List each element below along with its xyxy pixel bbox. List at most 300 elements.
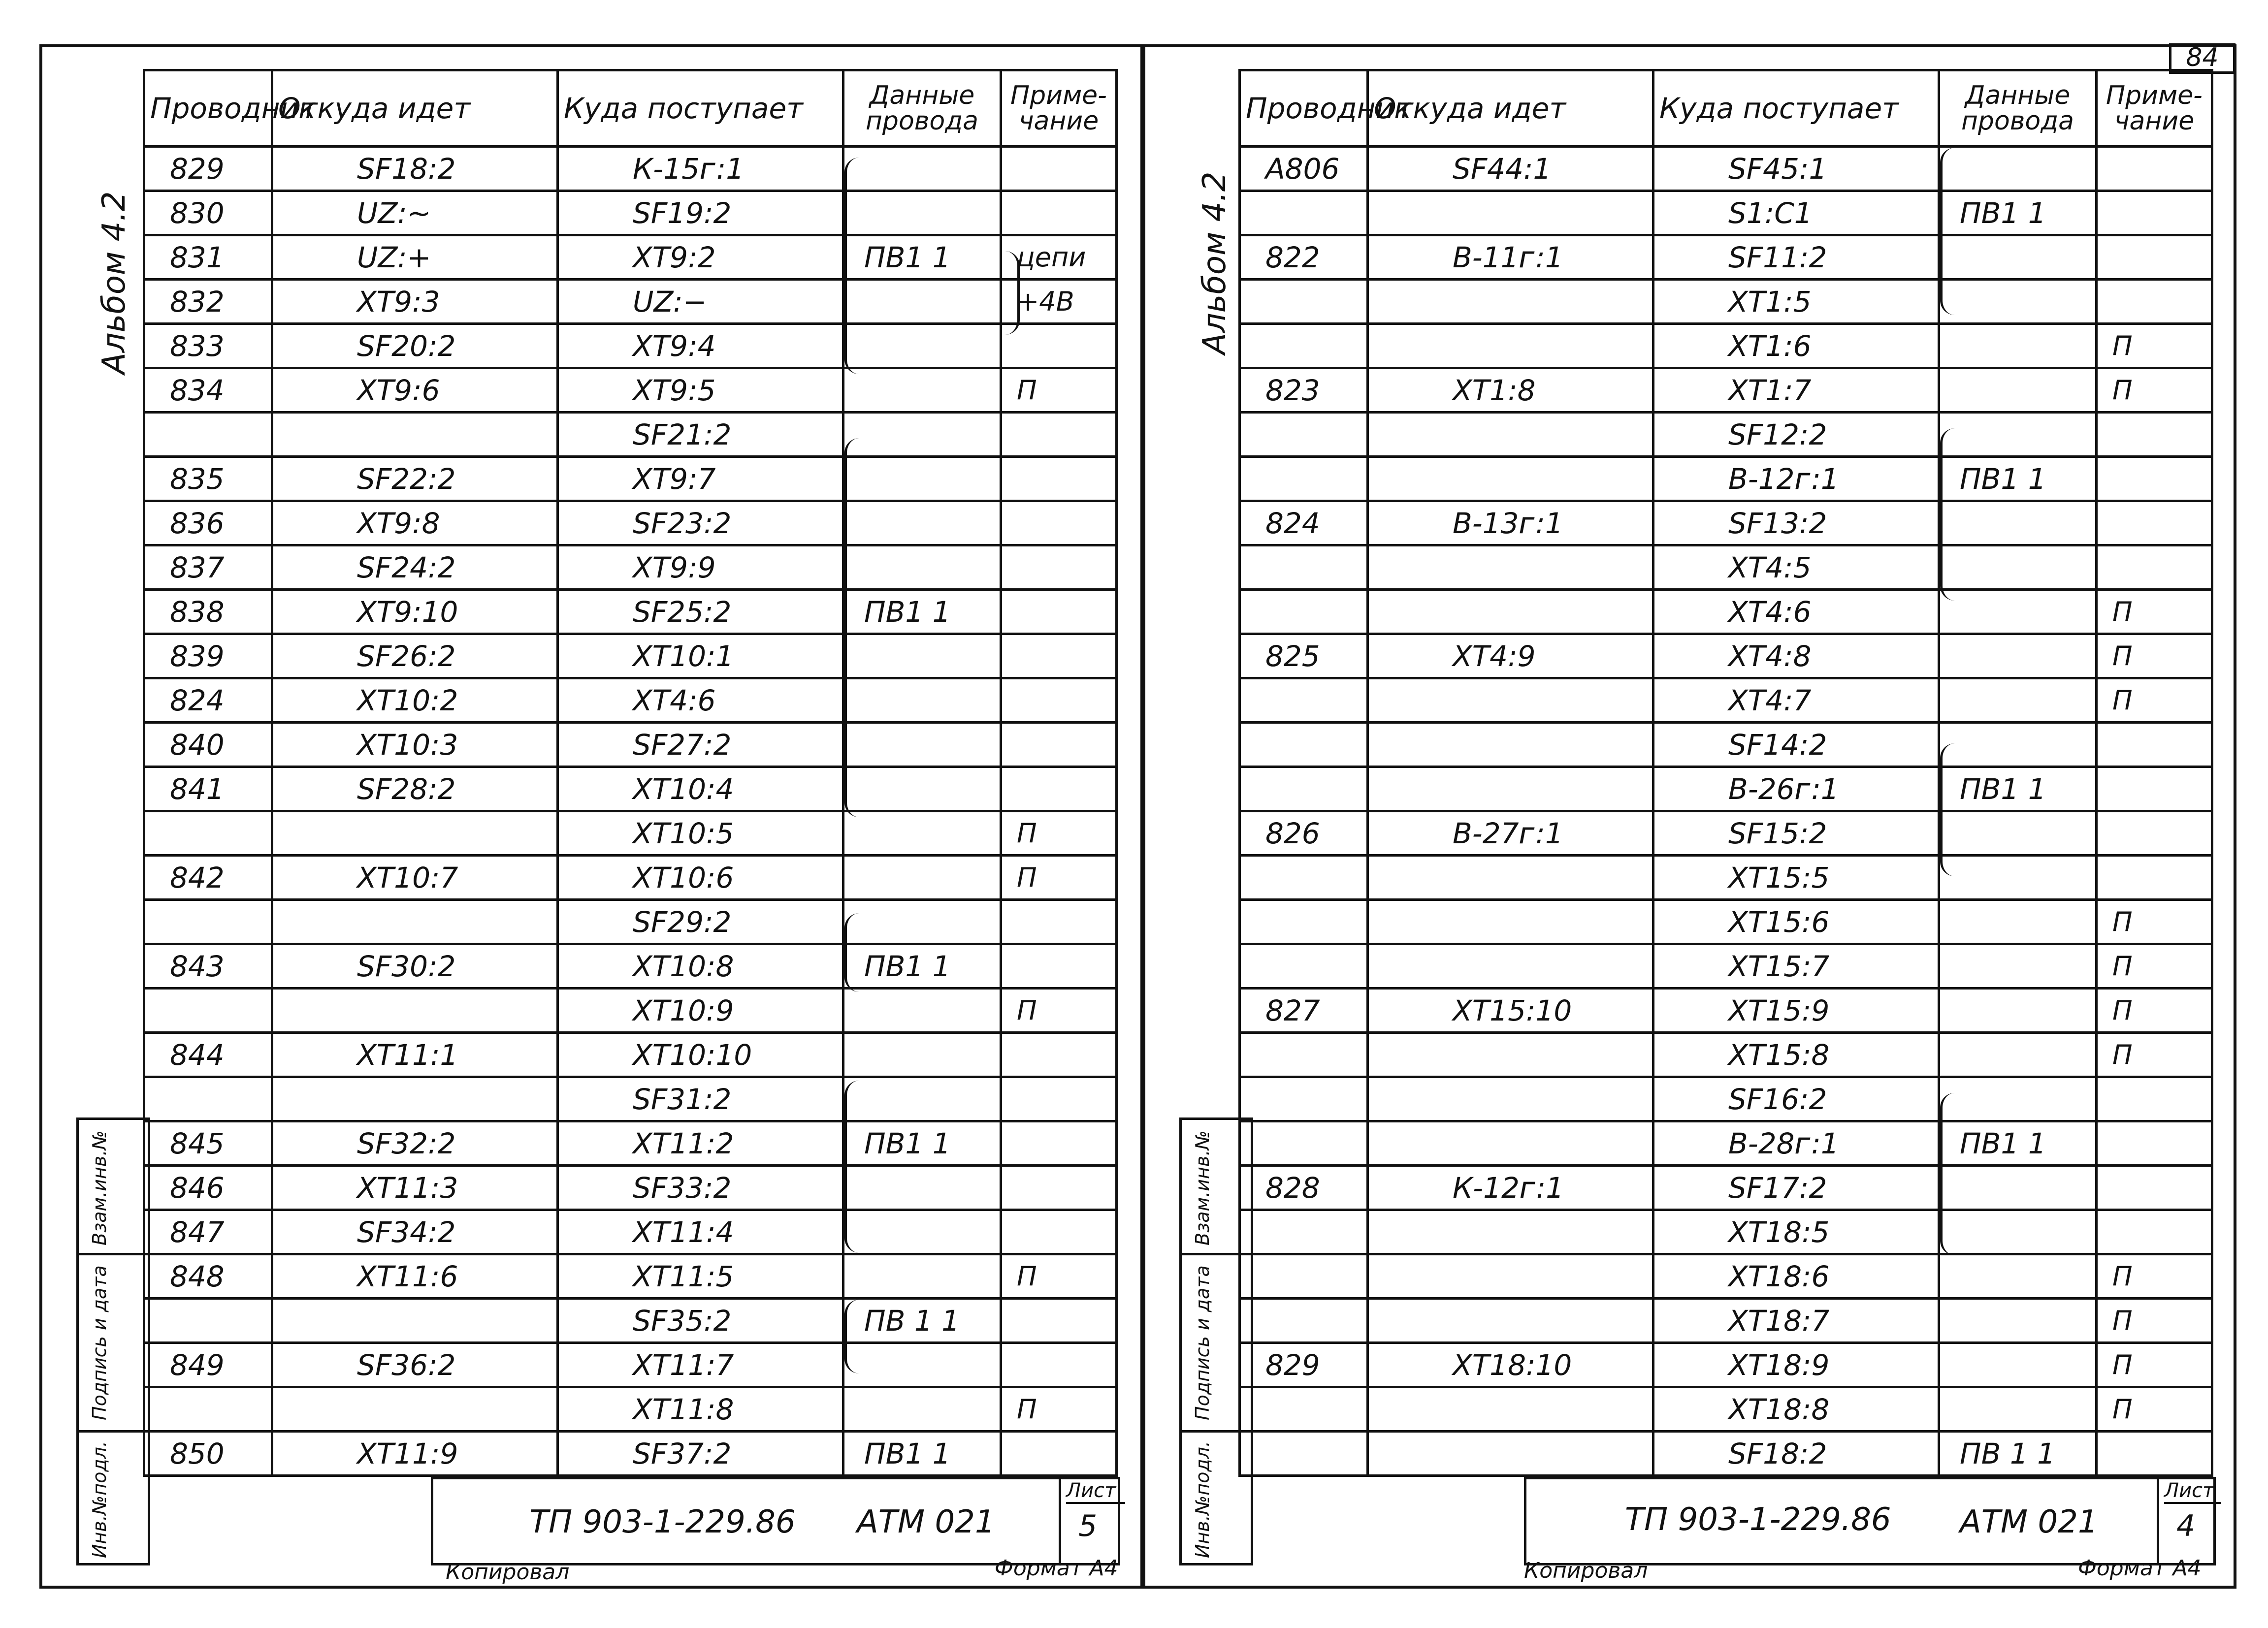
wire-cell bbox=[144, 1387, 272, 1432]
table-row bbox=[1240, 590, 2212, 634]
table-row bbox=[144, 1166, 1117, 1210]
note-cell bbox=[2097, 856, 2212, 900]
left-wiring-table bbox=[143, 69, 1118, 1477]
wire-cell: 843 bbox=[144, 944, 272, 989]
wire-data-cell bbox=[843, 634, 1001, 678]
from-cell bbox=[272, 989, 558, 1033]
wire-cell: 837 bbox=[144, 545, 272, 590]
table-row bbox=[144, 501, 1117, 545]
to-cell: XT15:7 bbox=[1653, 944, 1939, 989]
to-cell: XT10:5 bbox=[558, 811, 843, 856]
to-cell: SF14:2 bbox=[1653, 723, 1939, 767]
note-cell bbox=[1001, 147, 1117, 191]
to-cell: XT11:2 bbox=[558, 1121, 843, 1166]
table-row bbox=[144, 1121, 1117, 1166]
wire-data-cell bbox=[843, 811, 1001, 856]
wire-cell bbox=[1240, 1077, 1368, 1121]
table-row bbox=[1240, 501, 2212, 545]
wire-data-cell bbox=[1939, 723, 2097, 767]
note-cell bbox=[2097, 457, 2212, 501]
note-cell bbox=[2097, 147, 2212, 191]
table-row bbox=[1240, 944, 2212, 989]
stamp-inv-replace: Взам.инв.№ bbox=[89, 1130, 110, 1245]
note-cell bbox=[2097, 413, 2212, 457]
wire-data-cell bbox=[1939, 545, 2097, 590]
to-cell: К-15ᴦ:1 bbox=[558, 147, 843, 191]
wire-cell bbox=[1240, 545, 1368, 590]
table-row bbox=[144, 191, 1117, 235]
wire-data-cell bbox=[1939, 1254, 2097, 1299]
from-cell bbox=[1368, 1387, 1653, 1432]
wire-cell bbox=[1240, 1121, 1368, 1166]
table-row bbox=[144, 235, 1117, 280]
to-cell: В-28ᴦ:1 bbox=[1653, 1121, 1939, 1166]
table-row bbox=[1240, 413, 2212, 457]
to-cell: XT4:6 bbox=[1653, 590, 1939, 634]
table-row bbox=[1240, 989, 2212, 1033]
table-row bbox=[144, 1033, 1117, 1077]
stamp-inv-orig: Инв.№подл. bbox=[1192, 1440, 1213, 1558]
table-row bbox=[1240, 368, 2212, 413]
wire-cell bbox=[1240, 1432, 1368, 1476]
note-cell: П bbox=[2097, 900, 2212, 944]
from-cell: SF28:2 bbox=[272, 767, 558, 811]
wire-data-cell bbox=[843, 1343, 1001, 1387]
wire-cell: 840 bbox=[144, 723, 272, 767]
note-cell: +4В bbox=[1001, 280, 1117, 324]
note-cell: П bbox=[2097, 1033, 2212, 1077]
table-row bbox=[1240, 767, 2212, 811]
wire-data-cell: ПВ1 1 bbox=[1939, 1121, 2097, 1166]
wire-data-cell bbox=[1939, 501, 2097, 545]
wire-data-cell bbox=[843, 678, 1001, 723]
wire-data-cell bbox=[843, 280, 1001, 324]
to-cell: XT4:6 bbox=[558, 678, 843, 723]
wire-cell: 850 bbox=[144, 1432, 272, 1476]
wire-cell: 822 bbox=[1240, 235, 1368, 280]
to-cell: SF25:2 bbox=[558, 590, 843, 634]
from-cell bbox=[1368, 944, 1653, 989]
wire-data-cell: ПВ1 1 bbox=[843, 1432, 1001, 1476]
from-cell bbox=[1368, 1432, 1653, 1476]
to-cell: XT9:4 bbox=[558, 324, 843, 368]
wire-cell: 849 bbox=[144, 1343, 272, 1387]
wire-data-cell: ПВ1 1 bbox=[1939, 457, 2097, 501]
note-cell: П bbox=[2097, 1387, 2212, 1432]
table-row bbox=[1240, 1121, 2212, 1166]
to-cell: XT1:5 bbox=[1653, 280, 1939, 324]
note-cell bbox=[2097, 723, 2212, 767]
stamp-sign-date: Подпись и дата bbox=[1192, 1265, 1213, 1420]
right-doc-mark: АТМ 021 bbox=[1960, 1504, 2098, 1540]
left-album-label: Альбом 4.2 bbox=[96, 191, 132, 374]
wire-data-cell bbox=[843, 989, 1001, 1033]
wire-cell bbox=[1240, 723, 1368, 767]
from-cell: XT1:8 bbox=[1368, 368, 1653, 413]
to-cell: XT15:9 bbox=[1653, 989, 1939, 1033]
wire-data-cell: ПВ1 1 bbox=[1939, 191, 2097, 235]
note-cell bbox=[1001, 1166, 1117, 1210]
from-cell bbox=[1368, 545, 1653, 590]
table-row bbox=[144, 1210, 1117, 1254]
table-row bbox=[1240, 191, 2212, 235]
to-cell: SF27:2 bbox=[558, 723, 843, 767]
wire-cell bbox=[144, 989, 272, 1033]
note-cell: П bbox=[2097, 634, 2212, 678]
wire-data-cell: ПВ 1 1 bbox=[843, 1299, 1001, 1343]
right-page-number: 84 bbox=[2169, 43, 2236, 74]
wire-cell: 828 bbox=[1240, 1166, 1368, 1210]
wire-cell bbox=[144, 811, 272, 856]
note-cell bbox=[1001, 413, 1117, 457]
table-row bbox=[144, 1387, 1117, 1432]
table-row bbox=[144, 324, 1117, 368]
wire-data-cell bbox=[1939, 1166, 2097, 1210]
wire-data-cell bbox=[843, 191, 1001, 235]
wire-cell bbox=[1240, 767, 1368, 811]
to-cell: SF23:2 bbox=[558, 501, 843, 545]
to-cell: XT1:7 bbox=[1653, 368, 1939, 413]
wire-data-cell: ПВ 1 1 bbox=[1939, 1432, 2097, 1476]
wire-cell bbox=[1240, 413, 1368, 457]
wire-cell: 848 bbox=[144, 1254, 272, 1299]
wire-cell: 846 bbox=[144, 1166, 272, 1210]
bracket bbox=[844, 1081, 860, 1253]
wire-data-cell bbox=[1939, 413, 2097, 457]
table-row bbox=[1240, 1299, 2212, 1343]
note-cell: П bbox=[1001, 856, 1117, 900]
note-cell bbox=[1001, 944, 1117, 989]
wire-data-cell bbox=[1939, 856, 2097, 900]
to-cell: XT4:5 bbox=[1653, 545, 1939, 590]
right-title-block bbox=[1524, 1477, 2216, 1565]
wire-cell: 836 bbox=[144, 501, 272, 545]
from-cell bbox=[272, 900, 558, 944]
to-cell: SF21:2 bbox=[558, 413, 843, 457]
wire-data-cell bbox=[843, 1210, 1001, 1254]
wire-cell bbox=[1240, 1387, 1368, 1432]
to-cell: SF19:2 bbox=[558, 191, 843, 235]
wire-data-cell: ПВ1 1 bbox=[843, 944, 1001, 989]
to-cell: XT11:8 bbox=[558, 1387, 843, 1432]
note-cell: П bbox=[2097, 989, 2212, 1033]
from-cell: SF44:1 bbox=[1368, 147, 1653, 191]
from-cell bbox=[1368, 1077, 1653, 1121]
right-table-body bbox=[1240, 147, 2212, 1476]
table-row bbox=[1240, 811, 2212, 856]
from-cell bbox=[1368, 767, 1653, 811]
table-row bbox=[144, 856, 1117, 900]
wire-data-cell: ПВ1 1 bbox=[843, 590, 1001, 634]
wire-data-cell bbox=[843, 1254, 1001, 1299]
to-cell: XT10:4 bbox=[558, 767, 843, 811]
note-cell bbox=[2097, 501, 2212, 545]
wire-data-cell bbox=[843, 413, 1001, 457]
table-row bbox=[1240, 1432, 2212, 1476]
wire-data-cell bbox=[1939, 1343, 2097, 1387]
to-cell: XT10:10 bbox=[558, 1033, 843, 1077]
note-cell bbox=[1001, 1210, 1117, 1254]
from-cell: UZ:~ bbox=[272, 191, 558, 235]
from-cell bbox=[1368, 900, 1653, 944]
left-doc-mark: АТМ 021 bbox=[857, 1504, 995, 1540]
note-cell: П bbox=[1001, 1387, 1117, 1432]
from-cell: XT9:3 bbox=[272, 280, 558, 324]
from-cell: В-27ᴦ:1 bbox=[1368, 811, 1653, 856]
wire-data-cell bbox=[843, 368, 1001, 413]
wire-cell: 823 bbox=[1240, 368, 1368, 413]
bracket bbox=[1940, 1093, 1955, 1255]
wire-cell bbox=[1240, 280, 1368, 324]
wire-data-cell bbox=[1939, 678, 2097, 723]
from-cell bbox=[1368, 413, 1653, 457]
from-cell bbox=[1368, 191, 1653, 235]
to-cell: XT10:1 bbox=[558, 634, 843, 678]
wire-data-cell bbox=[843, 1077, 1001, 1121]
note-cell bbox=[1001, 1343, 1117, 1387]
bracket bbox=[844, 158, 860, 374]
wire-data-cell bbox=[1939, 590, 2097, 634]
right-doc-code: ТП 903-1-229.86 bbox=[1625, 1501, 1891, 1538]
to-cell: SF29:2 bbox=[558, 900, 843, 944]
note-cell bbox=[2097, 811, 2212, 856]
to-cell: SF37:2 bbox=[558, 1432, 843, 1476]
wire-cell: 829 bbox=[144, 147, 272, 191]
table-row bbox=[1240, 678, 2212, 723]
from-cell: XT11:9 bbox=[272, 1432, 558, 1476]
from-cell bbox=[1368, 1121, 1653, 1166]
table-row bbox=[1240, 723, 2212, 767]
bracket bbox=[1940, 428, 1955, 601]
to-cell: SF12:2 bbox=[1653, 413, 1939, 457]
stamp-inv-orig: Инв.№подл. bbox=[89, 1440, 110, 1558]
from-cell: SF26:2 bbox=[272, 634, 558, 678]
note-cell bbox=[1001, 634, 1117, 678]
wire-cell: 839 bbox=[144, 634, 272, 678]
wire-cell: 829 bbox=[1240, 1343, 1368, 1387]
wire-cell bbox=[1240, 191, 1368, 235]
to-cell: В-12ᴦ:1 bbox=[1653, 457, 1939, 501]
to-cell: XT10:9 bbox=[558, 989, 843, 1033]
table-row bbox=[144, 413, 1117, 457]
right-album-label: Альбом 4.2 bbox=[1197, 171, 1233, 354]
right-copied: Копировал bbox=[1524, 1558, 1648, 1583]
table-row bbox=[144, 1077, 1117, 1121]
to-cell: SF18:2 bbox=[1653, 1432, 1939, 1476]
wire-data-cell bbox=[1939, 235, 2097, 280]
wire-data-cell bbox=[843, 767, 1001, 811]
wire-cell bbox=[144, 413, 272, 457]
right-sheet-label: Лист bbox=[2164, 1479, 2221, 1504]
note-cell: цепи bbox=[1001, 235, 1117, 280]
bracket bbox=[1940, 148, 1955, 315]
from-cell bbox=[1368, 1210, 1653, 1254]
from-cell: XT4:9 bbox=[1368, 634, 1653, 678]
to-cell: XT18:8 bbox=[1653, 1387, 1939, 1432]
wire-data-cell bbox=[1939, 1387, 2097, 1432]
from-cell bbox=[1368, 280, 1653, 324]
from-cell bbox=[272, 811, 558, 856]
left-table-body bbox=[144, 147, 1117, 1476]
note-cell bbox=[2097, 1077, 2212, 1121]
from-cell bbox=[272, 1387, 558, 1432]
note-cell bbox=[2097, 545, 2212, 590]
note-cell: П bbox=[2097, 590, 2212, 634]
from-cell: SF32:2 bbox=[272, 1121, 558, 1166]
from-cell: SF24:2 bbox=[272, 545, 558, 590]
to-cell: XT15:8 bbox=[1653, 1033, 1939, 1077]
header-wire: Проводник bbox=[1240, 70, 1368, 147]
wire-data-cell bbox=[843, 1033, 1001, 1077]
left-format: Формат А4 bbox=[995, 1556, 1118, 1581]
wire-cell bbox=[1240, 324, 1368, 368]
note-cell: П bbox=[2097, 944, 2212, 989]
wire-data-cell bbox=[843, 856, 1001, 900]
table-row bbox=[144, 811, 1117, 856]
from-cell bbox=[1368, 457, 1653, 501]
header-note: Приме- чание bbox=[2097, 70, 2212, 147]
from-cell bbox=[1368, 678, 1653, 723]
from-cell: XT15:10 bbox=[1368, 989, 1653, 1033]
header-wire-data: Данные провода bbox=[1939, 70, 2097, 147]
to-cell: XT18:5 bbox=[1653, 1210, 1939, 1254]
to-cell: XT4:8 bbox=[1653, 634, 1939, 678]
table-row bbox=[144, 280, 1117, 324]
wire-cell: 831 bbox=[144, 235, 272, 280]
left-doc-code: ТП 903-1-229.86 bbox=[529, 1504, 796, 1540]
note-cell bbox=[2097, 1121, 2212, 1166]
table-row bbox=[144, 147, 1117, 191]
to-cell: SF13:2 bbox=[1653, 501, 1939, 545]
wire-data-cell bbox=[843, 723, 1001, 767]
from-cell: XT9:6 bbox=[272, 368, 558, 413]
wire-data-cell: ПВ1 1 bbox=[1939, 767, 2097, 811]
to-cell: XT11:5 bbox=[558, 1254, 843, 1299]
wire-cell bbox=[1240, 944, 1368, 989]
bracket bbox=[844, 913, 860, 992]
note-cell bbox=[1001, 723, 1117, 767]
wire-data-cell bbox=[843, 545, 1001, 590]
note-cell bbox=[1001, 324, 1117, 368]
table-row bbox=[144, 457, 1117, 501]
wire-cell bbox=[1240, 590, 1368, 634]
wire-data-cell bbox=[843, 900, 1001, 944]
wire-data-cell bbox=[1939, 1299, 2097, 1343]
note-cell: П bbox=[2097, 1343, 2212, 1387]
note-cell bbox=[2097, 280, 2212, 324]
from-cell: UZ:+ bbox=[272, 235, 558, 280]
note-cell bbox=[1001, 191, 1117, 235]
wire-cell: А806 bbox=[1240, 147, 1368, 191]
from-cell: SF22:2 bbox=[272, 457, 558, 501]
table-row bbox=[1240, 1210, 2212, 1254]
note-cell: П bbox=[2097, 368, 2212, 413]
from-cell bbox=[1368, 723, 1653, 767]
from-cell: XT10:3 bbox=[272, 723, 558, 767]
table-row bbox=[144, 590, 1117, 634]
wire-cell bbox=[1240, 457, 1368, 501]
from-cell bbox=[1368, 590, 1653, 634]
wire-data-cell bbox=[843, 457, 1001, 501]
from-cell: XT11:6 bbox=[272, 1254, 558, 1299]
wire-data-cell bbox=[843, 324, 1001, 368]
from-cell: SF30:2 bbox=[272, 944, 558, 989]
wire-cell: 845 bbox=[144, 1121, 272, 1166]
wire-data-cell bbox=[1939, 147, 2097, 191]
to-cell: XT9:9 bbox=[558, 545, 843, 590]
wire-cell: 844 bbox=[144, 1033, 272, 1077]
right-wiring-table bbox=[1238, 69, 2213, 1477]
wire-cell: 830 bbox=[144, 191, 272, 235]
note-cell bbox=[2097, 191, 2212, 235]
wire-cell bbox=[144, 900, 272, 944]
table-row bbox=[1240, 457, 2212, 501]
wire-cell bbox=[1240, 1033, 1368, 1077]
to-cell: XT11:4 bbox=[558, 1210, 843, 1254]
note-cell: П bbox=[1001, 368, 1117, 413]
to-cell: XT9:5 bbox=[558, 368, 843, 413]
wire-cell bbox=[1240, 900, 1368, 944]
wire-cell: 841 bbox=[144, 767, 272, 811]
wire-data-cell bbox=[1939, 324, 2097, 368]
note-cell bbox=[1001, 590, 1117, 634]
from-cell bbox=[1368, 1299, 1653, 1343]
table-row bbox=[1240, 1033, 2212, 1077]
wire-data-cell bbox=[1939, 1210, 2097, 1254]
right-stamp-column bbox=[1179, 1117, 1253, 1565]
to-cell: XT9:2 bbox=[558, 235, 843, 280]
wire-data-cell bbox=[1939, 944, 2097, 989]
header-wire: Проводник bbox=[144, 70, 272, 147]
to-cell: XT9:7 bbox=[558, 457, 843, 501]
to-cell: UZ:− bbox=[558, 280, 843, 324]
wire-data-cell bbox=[843, 147, 1001, 191]
note-cell: П bbox=[2097, 1254, 2212, 1299]
from-cell bbox=[272, 1077, 558, 1121]
note-cell bbox=[1001, 767, 1117, 811]
table-row bbox=[1240, 147, 2212, 191]
bracket bbox=[1004, 251, 1020, 335]
wire-cell: 847 bbox=[144, 1210, 272, 1254]
table-row bbox=[1240, 545, 2212, 590]
table-row bbox=[1240, 280, 2212, 324]
bracket bbox=[844, 438, 860, 817]
wire-cell: 835 bbox=[144, 457, 272, 501]
from-cell: SF20:2 bbox=[272, 324, 558, 368]
table-row bbox=[144, 944, 1117, 989]
from-cell: XT11:1 bbox=[272, 1033, 558, 1077]
note-cell: П bbox=[2097, 324, 2212, 368]
table-row bbox=[144, 545, 1117, 590]
note-cell bbox=[1001, 1033, 1117, 1077]
wire-cell: 842 bbox=[144, 856, 272, 900]
bracket bbox=[844, 1300, 860, 1373]
table-row bbox=[1240, 1387, 2212, 1432]
from-cell bbox=[1368, 1254, 1653, 1299]
from-cell: XT18:10 bbox=[1368, 1343, 1653, 1387]
wire-data-cell: ПВ1 1 bbox=[843, 235, 1001, 280]
from-cell: XT11:3 bbox=[272, 1166, 558, 1210]
table-row bbox=[144, 1299, 1117, 1343]
note-cell bbox=[2097, 1210, 2212, 1254]
to-cell: XT4:7 bbox=[1653, 678, 1939, 723]
from-cell bbox=[272, 413, 558, 457]
wire-cell bbox=[1240, 1210, 1368, 1254]
from-cell: XT10:2 bbox=[272, 678, 558, 723]
to-cell: SF33:2 bbox=[558, 1166, 843, 1210]
wire-data-cell bbox=[1939, 989, 2097, 1033]
note-cell bbox=[1001, 1299, 1117, 1343]
